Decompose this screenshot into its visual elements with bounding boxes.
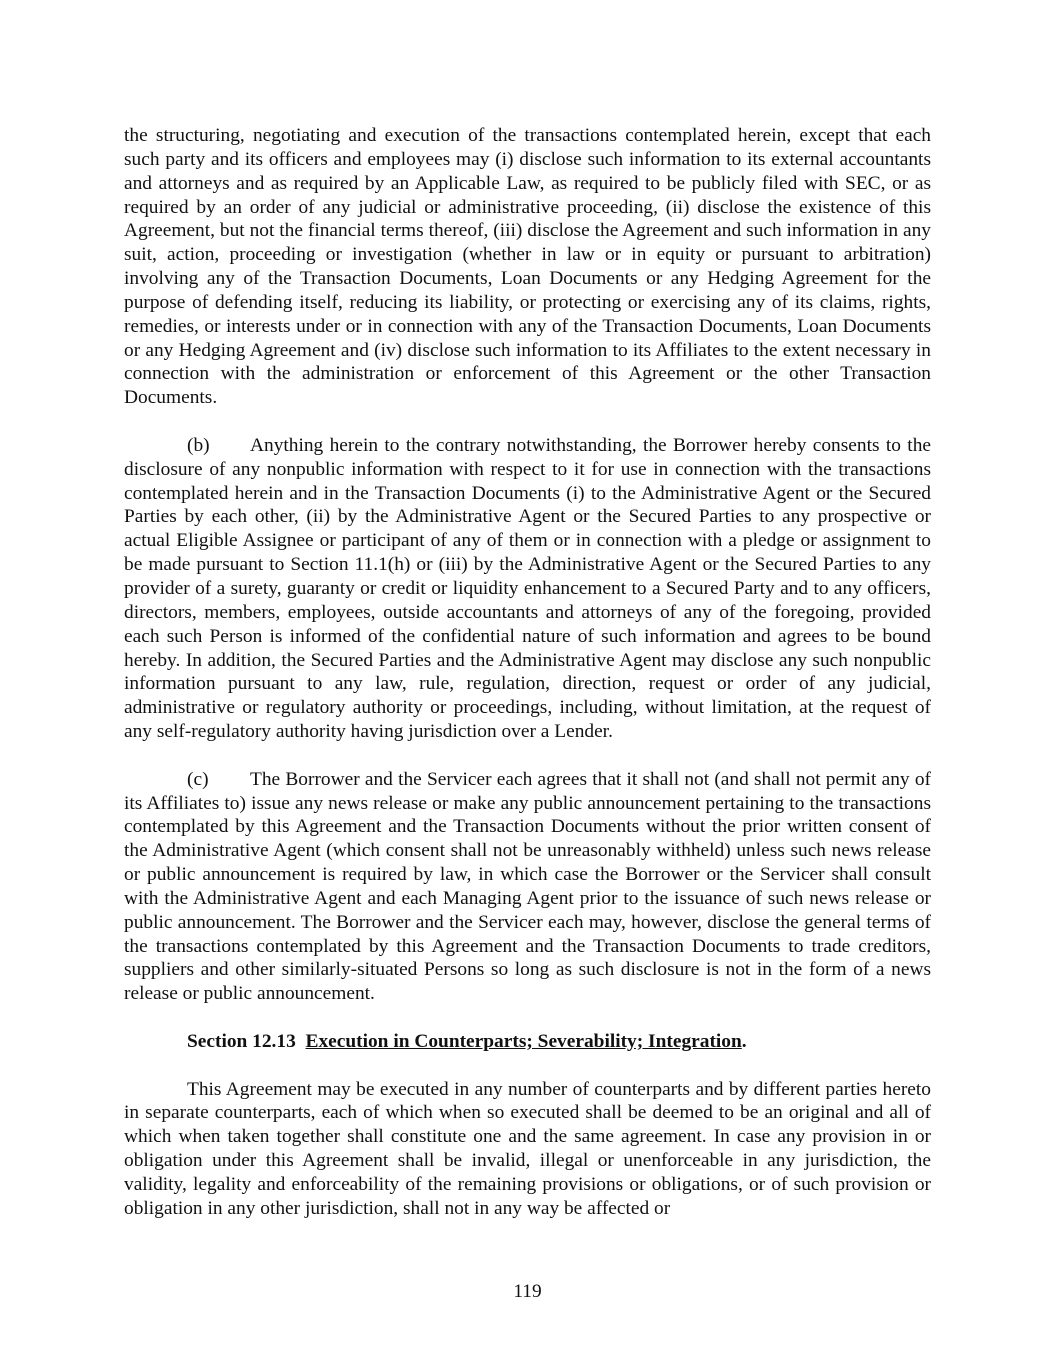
page-number: 119 — [513, 1281, 542, 1302]
page-body — [124, 124, 931, 1244]
section-number: Section 12.13 — [187, 1030, 296, 1052]
paragraph-b-text: Anything herein to the contrary notwithstanding, the Borrower hereby consents to the disclosure of any nonpublic information with respect to it for use in connection with the transactions contemplated herein and in the Transaction Documents (i) to the Administrative Agent or the Secured Parties by each other, (ii) by the Administrative Agent or the Secured Parties to any prospective or actual Eligible Assignee or participant of any of them or in connection with a pledge or assignment to be made pursuant to Section 11.1(h) or (iii) by the Administrative Agent or the Secured Parties to any provider of a surety, guaranty or credit or liquidity enhancement to a Secured Party and to any officers, directors, members, employees, outside accountants and attorneys of any of the foregoing, provided each such Person is informed of the confidential nature of such information and agrees to be bound hereby. In addition, the Secured Parties and the Administrative Agent may disclose any such nonpublic information pursuant to any law, rule, regulation, direction, request or order of any judicial, administrative or regulatory authority or proceedings, including, without limitation, at the request of any self-regulatory authority having jurisdiction over a Lender. — [124, 434, 931, 743]
paragraph-a-continuation: the structuring, negotiating and execution of the transactions contemplated herein, except that each such party and its officers and employees may (i) disclose such information to its external accountants and attorneys and as required by an Applicable Law, as required to be publicly filed with SEC, or as required by an order of any judicial or administrative proceeding, (ii) disclose the existence of this Agreement, but not the financial terms thereof, (iii) disclose the Agreement and such information in any suit, action, proceeding or investigation (whether in law or in equity or pursuant to arbitration) involving any of the Transaction Documents, Loan Documents or any Hedging Agreement for the purpose of defending itself, reducing its liability, or protecting or exercising any of its claims, rights, remedies, or interests under or in connection with any of the Transaction Documents, Loan Documents or any Hedging Agreement and (iv) disclose such information to its Affiliates to the extent necessary in connection with the administration or enforcement of this Agreement or the other Transaction Documents. — [124, 125, 931, 409]
section-title-period: . — [741, 1030, 747, 1052]
section-title: Execution in Counterparts; Severability; Integration — [305, 1030, 742, 1052]
section-heading — [124, 1030, 931, 1054]
paragraph-c-label: (c) — [187, 768, 209, 790]
paragraph-c-text: The Borrower and the Servicer each agrees that it shall not (and shall not permit any of its Affiliates to) issue any news release or make any public announcement pertaining to the transactions contemplated by this Agreement and the Transaction Documents without the prior written consent of the Administrative Agent (which consent shall not be unreasonably withheld) unless such news release or public announcement is required by law, in which case the Borrower or the Servicer shall consult with the Administrative Agent and each Managing Agent prior to the issuance of such news release or public announcement. The Borrower and the Servicer each may, however, disclose the general terms of the transactions contemplated by this Agreement and the Transaction Documents to trade creditors, suppliers and other similarly-situated Persons so long as such disclosure is not in the form of a news release or public announcement. — [124, 768, 931, 1005]
paragraph-b — [124, 434, 931, 744]
paragraph-b-label: (b) — [187, 434, 210, 456]
section-body-paragraph: This Agreement may be executed in any number of counterparts and by different parties hereto in separate counterparts, each of which when so executed shall be deemed to be an original and all of which when taken together shall constitute one and the same agreement. In case any provision in or obligation under this Agreement shall be invalid, illegal or unenforceable in any jurisdiction, the validity, legality and enforceability of the remaining provisions or obligations, or of such provision or obligation in any other jurisdiction, shall not in any way be affected or — [124, 1078, 931, 1219]
paragraph-c — [124, 768, 931, 1006]
